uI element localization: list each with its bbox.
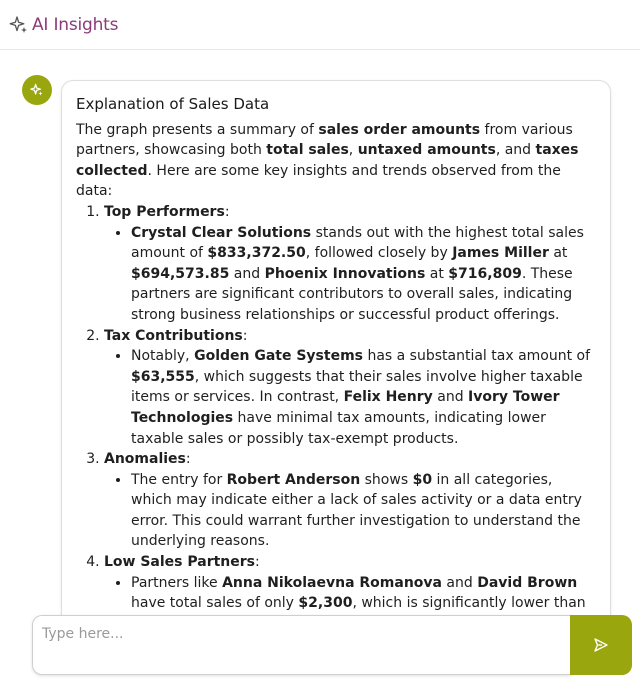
text-run: and (432, 389, 469, 406)
highlight-text: Anna Nikolaevna Romanova (222, 574, 442, 591)
sparkle-icon (30, 83, 44, 97)
insights-list (76, 202, 596, 676)
highlight-text: David Brown (477, 574, 578, 591)
highlight-text: $63,555 (131, 368, 195, 385)
text-run: and (229, 265, 265, 282)
insight-item: 1. Top Performers: • Crystal Clear Solutions stands out with the highest total sales amount of $833,372.50, followed closely by James Miller at $694,573.85 and Phoenix Innovations at $716,809. These partners are significant contributors to overall sales, indicating strong business relationships or successful product offerings. (104, 202, 596, 326)
text-run: stands out with the highest total sales amount of (131, 224, 584, 262)
insight-title: Anomalies (104, 451, 186, 468)
highlight-text: Felix Henry (343, 389, 433, 406)
text-run: from various partners, showcasing both (76, 121, 573, 159)
highlight-text: Golden Gate Systems (194, 348, 363, 365)
highlight-text: $716,809 (448, 265, 522, 282)
insight-title: Top Performers (104, 203, 225, 220)
text-run: have minimal tax amounts, indicating lower taxable sales or possibly tax-exempt products. (131, 409, 546, 447)
highlight-text: $833,372.50 (207, 245, 306, 262)
text-run: shows (360, 471, 413, 488)
insight-title: Low Sales Partners (104, 554, 256, 571)
text-run: , followed closely by (305, 245, 453, 262)
insight-title: Tax Contributions (104, 327, 243, 344)
app-header (0, 0, 640, 50)
insight-item: 3. Anomalies: • The entry for Robert Anderson shows $0 in all categories, which may indicate either a lack of sales activity or a data entry error. This could warrant further investigation to understand the underlying reasons. (104, 449, 596, 552)
send-icon (593, 637, 609, 653)
text-run: , which is significantly lower than (352, 595, 586, 612)
highlight-text: total sales (266, 142, 349, 159)
insight-bullet (131, 470, 596, 552)
app-title: AI Insights (32, 14, 119, 35)
text-run: at (425, 265, 449, 282)
highlight-text: Crystal Clear Solutions (131, 224, 312, 241)
highlight-text: untaxed amounts (357, 142, 496, 159)
text-run: The graph presents a summary of (76, 121, 319, 138)
text-run: The entry for (131, 471, 227, 488)
insight-bullet (131, 223, 596, 326)
sparkle-icon (9, 15, 29, 35)
highlight-text: James Miller (452, 245, 549, 262)
message-input[interactable] (32, 615, 572, 675)
insight-item: 2. Tax Contributions: • Notably, Golden Gate Systems has a substantial tax amount of $63,555, which suggests that their sales involve higher taxable items or services. In contrast, Felix Henry and Ivory Tower Technologies have minimal tax amounts, indicating lower taxable sales or possibly tax-exempt products. (104, 326, 596, 450)
highlight-text: $694,573.85 (131, 265, 230, 282)
message-intro (76, 120, 596, 202)
message-heading: Explanation of Sales Data (76, 95, 270, 113)
insight-item: 4. Low Sales Partners: • Partners like Anna Nikolaevna Romanova and David Brown have total sales of only $2,300, which is significantly lower than (104, 552, 596, 676)
text-run: at (548, 245, 568, 262)
highlight-text: Phoenix Innovations (264, 265, 426, 282)
text-run: Partners like (131, 574, 223, 591)
highlight-text: Robert Anderson (226, 471, 361, 488)
assistant-message (61, 80, 611, 640)
text-run: in all categories, which may indicate either a lack of sales activity or a data entry error. This could warrant further investigation to understand the underlying reasons. (131, 471, 582, 550)
text-run: , which suggests that their sales involve higher taxable items or services. In contrast, (131, 368, 583, 406)
text-run: . These partners are significant contributors to overall sales, indicating strong business relationships or successful product offerings. (131, 265, 573, 323)
assistant-avatar (22, 75, 52, 105)
highlight-text: sales order amounts (318, 121, 481, 138)
text-run: . Here are some key insights and trends observed from the data: (76, 162, 561, 200)
message-composer (32, 615, 632, 675)
text-run: , (348, 142, 358, 159)
highlight-text: $0 (412, 471, 433, 488)
send-button[interactable] (570, 615, 632, 675)
text-run: Notably, (131, 348, 195, 365)
highlight-text: Ivory Tower Technologies (131, 389, 560, 426)
highlight-text: taxes collected (76, 142, 579, 179)
text-run: , and (495, 142, 536, 159)
insight-bullet (131, 346, 596, 449)
text-run: have total sales of only (131, 595, 299, 612)
text-run: and (441, 574, 478, 591)
text-run: has a substantial tax amount of (363, 348, 591, 365)
highlight-text: $2,300 (298, 595, 353, 612)
